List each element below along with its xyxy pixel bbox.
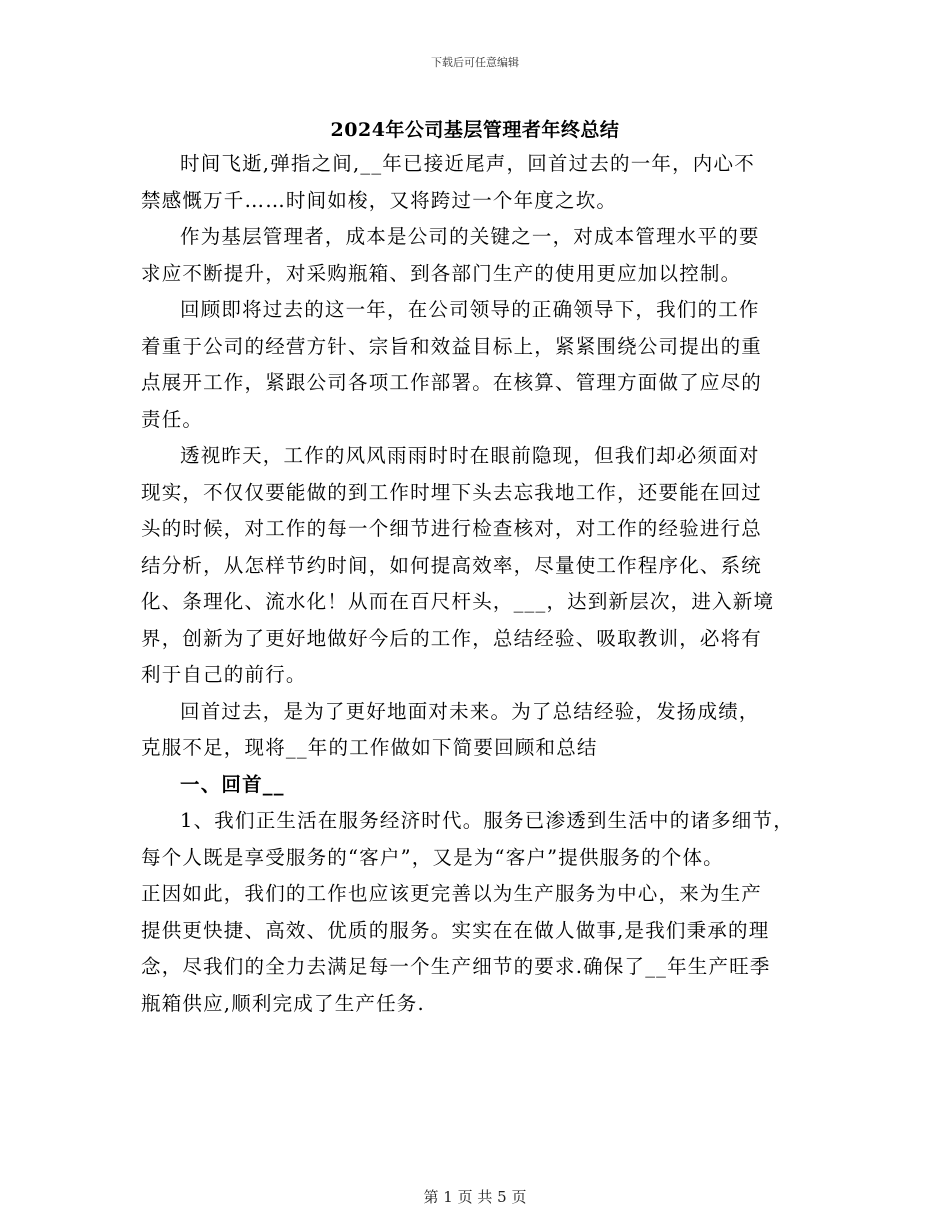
paragraph-line: 正因如此，我们的工作也应该更完善以为生产服务为中心，来为生产 (141, 882, 763, 905)
paragraph-line: 时间飞逝,弹指之间,__年已接近尾声，回首过去的一年，内心不 (180, 152, 755, 175)
section-paragraph (141, 803, 821, 1022)
paragraph-line: 禁感慨万千……时间如梭，又将跨过一个年度之坎。 (141, 188, 618, 212)
paragraph-line: 结分析，从怎样节约时间，如何提高效率，尽量使工作程序化、系统 (141, 553, 763, 577)
paragraph-line: 克服不足，现将__年的工作做如下简要回顾和总结 (141, 736, 598, 759)
paragraph-4 (141, 438, 821, 694)
section-heading: 一、回首__ (180, 772, 285, 796)
paragraph-line: 着重于公司的经营方针、宗旨和效益目标上，紧紧围绕公司提出的重 (141, 334, 763, 358)
paragraph-line: 回首过去，是为了更好地面对未来。为了总结经验，发扬成绩， (180, 699, 760, 723)
paragraph-line: 瓶箱供应,顺利完成了生产任务. (141, 991, 425, 1015)
paragraph-line: 1、我们正生活在服务经济时代。服务已渗透到生活中的诸多细节， (180, 809, 794, 832)
page-number: 第 1 页 共 5 页 (423, 1188, 527, 1206)
paragraph-line: 念，尽我们的全力去满足每一个生产细节的要求.确保了__年生产旺季 (141, 955, 771, 978)
paragraph-line: 现实，不仅仅要能做的到工作时埋下头去忘我地工作，还要能在回过 (141, 480, 763, 504)
paragraph-line: 透视昨天，工作的风风雨雨时时在眼前隐现，但我们却必须面对 (180, 444, 760, 467)
paragraph-line: 每个人既是享受服务的“客户”，又是为“客户”提供服务的个体。 (141, 845, 724, 869)
download-note: 下载后可任意编辑 (431, 56, 519, 69)
paragraph-line: 界，创新为了更好地做好今后的工作，总结经验、吸取教训，必将有 (141, 626, 763, 650)
document-body (141, 146, 821, 1022)
paragraph-line: 提供更快捷、高效、优质的服务。实实在在做人做事,是我们秉承的理 (141, 918, 770, 942)
paragraph-line: 作为基层管理者，成本是公司的关键之一，对成本管理水平的要 (180, 225, 760, 248)
paragraph-line: 责任。 (141, 407, 204, 431)
paragraph-line: 求应不断提升，对采购瓶箱、到各部门生产的使用更应加以控制。 (141, 261, 742, 285)
paragraph-5 (141, 694, 821, 767)
paragraph-1 (141, 146, 821, 219)
document-title: 2024年公司基层管理者年终总结 (330, 119, 620, 141)
paragraph-line: 头的时候，对工作的每一个细节进行检查核对，对工作的经验进行总 (141, 517, 763, 540)
paragraph-line: 化、条理化、流水化！从而在百尺杆头，___，达到新层次，进入新境 (141, 590, 775, 613)
paragraph-line: 点展开工作，紧跟公司各项工作部署。在核算、管理方面做了应尽的 (141, 371, 763, 394)
paragraph-line: 利于自己的前行。 (141, 663, 307, 686)
paragraph-line: 回顾即将过去的这一年，在公司领导的正确领导下，我们的工作 (180, 298, 760, 321)
paragraph-2 (141, 219, 821, 292)
paragraph-3 (141, 292, 821, 438)
